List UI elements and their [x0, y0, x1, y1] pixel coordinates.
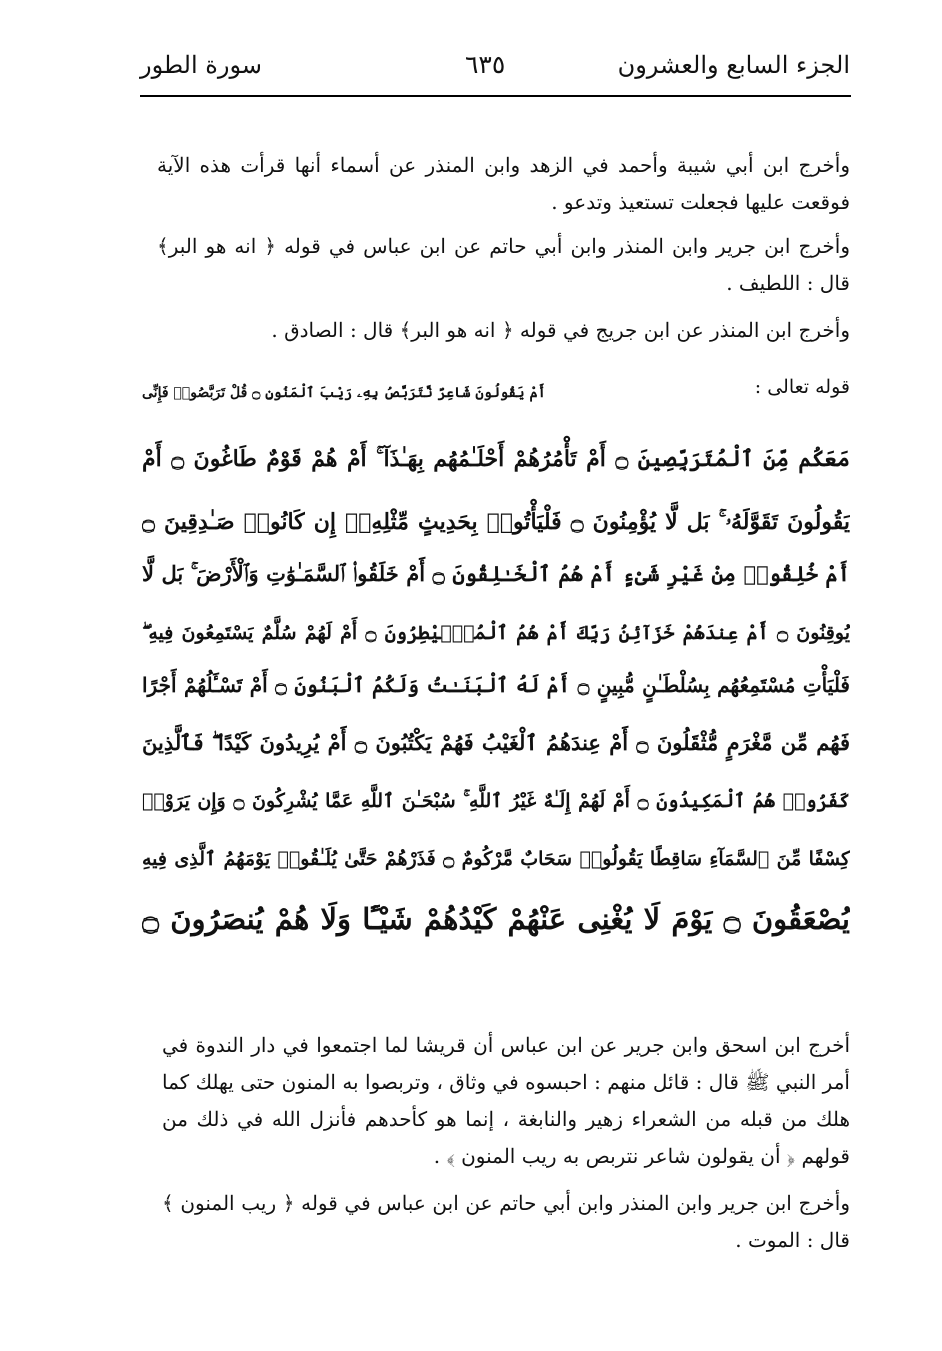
quran-line: فَهُم مِّن مَّغْرَمٍ مُّثْقَلُونَ ۝ أَمْ عِندَهُمُ ٱلْغَيْبُ فَهُمْ يَكْتُبُونَ ۝ أَمْ يُرِيدُونَ كَيْدًا ۖ فَٱلَّذِينَ [142, 730, 850, 755]
page-header [140, 48, 850, 92]
surah-title: سورة الطور [140, 51, 262, 79]
commentary-paragraph: وأخرج ابن المنذر عن ابن جريج في قوله ﴿ انه هو البر﴾ قال : الصادق . [271, 318, 850, 342]
juz-title: الجزء السابع والعشرون [617, 51, 850, 79]
quran-line: كِسْفًا مِّنَ ٱلسَّمَآءِ سَاقِطًا يَقُولُوا۟ سَحَابٌ مَّرْكُومٌ ۝ فَذَرْهُمْ حَتَّىٰ يُلَـٰقُوا۟ يَوْمَهُمُ ٱلَّذِى فِيهِ [142, 848, 850, 870]
quran-line: كَفَرُوا۟ هُمُ ٱلْمَكِيدُونَ ۝ أَمْ لَهُمْ إِلَـٰهٌ غَيْرُ ٱللَّهِ ۚ سُبْحَـٰنَ ٱللَّهِ عَمَّا يُشْرِكُونَ ۝ وَإِن يَرَوْا۟ [142, 790, 850, 812]
quran-line: يَقُولُونَ تَقَوَّلَهُۥ ۚ بَل لَّا يُؤْمِنُونَ ۝ فَلْيَأْتُوا۟ بِحَدِيثٍ مِّثْلِهِۦٓ إِن كَانُوا۟ صَـٰدِقِينَ ۝ [142, 509, 850, 535]
commentary-paragraph: وأخرج ابن جرير وابن المنذر وابن أبي حاتم عن ابن عباس في قوله ﴿ انه هو البر﴾ قال : اللطيف . [157, 234, 850, 295]
quran-line: فَلْيَأْتِ مُسْتَمِعُهُم بِسُلْطَـٰنٍ مُّبِينٍ ۝ أَمْ لَهُ ٱلْبَنَـٰتُ وَلَكُمُ ٱلْبَنُونَ ۝ أَمْ تَسْـَٔلُهُمْ أَجْرًا [142, 673, 850, 697]
header-divider [140, 95, 851, 97]
commentary-paragraph: أخرج ابن اسحق وابن جرير عن ابن عباس أن قريشا لما اجتمعوا في دار الندوة في أمر النبي ﷺ قال : قائل منهم : احبسوه في وثاق ، وتربصوا به المنون حتى يهلك كما هلك من قبله من الشعراء زهير والنابغة ، إنما هو كأحدهم فأنزل الله في ذلك من قولهم ﴿ أن يقولون شاعر نتربص به ريب المنون ﴾ . [162, 1033, 851, 1168]
quran-line: أَمْ يَقُولُونَ شَاعِرٌ نَّتَرَبَّصُ بِهِۦ رَيْبَ ٱلْمَنُونِ ۝ قُلْ تَرَبَّصُوا۟ فَإِنِّى [142, 385, 546, 401]
quran-line: يُصْعَقُونَ ۝ يَوْمَ لَا يُغْنِى عَنْهُمْ كَيْدُهُمْ شَيْـًٔا وَلَا هُمْ يُنصَرُونَ ۝ [142, 902, 850, 936]
commentary-paragraph: وأخرج ابن جرير وابن المنذر وابن أبي حاتم عن ابن عباس في قوله ﴿ ريب المنون ﴾ قال : الموت . [162, 1191, 850, 1252]
quran-intro: قوله تعالى : [754, 376, 850, 398]
quran-line: يُوقِنُونَ ۝ أَمْ عِندَهُمْ خَزَآئِنُ رَبِّكَ أَمْ هُمُ ٱلْمُصَۣيْطِرُونَ ۝ أَمْ لَهُمْ سُلَّمٌ يَسْتَمِعُونَ فِيهِ ۖ [142, 622, 850, 644]
page-number: ٦٣٥ [465, 50, 506, 79]
quran-line: أَمْ خُلِقُوا۟ مِنْ غَيْرِ شَىْءٍ أَمْ هُمُ ٱلْخَـٰلِقُونَ ۝ أَمْ خَلَقُوا۟ ٱلسَّمَـٰوَٰتِ وَٱلْأَرْضَ ۚ بَل لَّا [142, 561, 850, 586]
quran-line: مَعَكُم مِّنَ ٱلْمُتَرَبِّصِينَ ۝ أَمْ تَأْمُرُهُمْ أَحْلَـٰمُهُم بِهَـٰذَآ ۚ أَمْ هُمْ قَوْمٌ طَاغُونَ ۝ أَمْ [142, 446, 850, 472]
commentary-paragraph: وأخرج ابن أبي شيبة وأحمد في الزهد وابن المنذر عن أسماء أنها قرأت هذه الآية فوقعت عليها فجعلت تستعيذ وتدعو . [157, 153, 850, 214]
